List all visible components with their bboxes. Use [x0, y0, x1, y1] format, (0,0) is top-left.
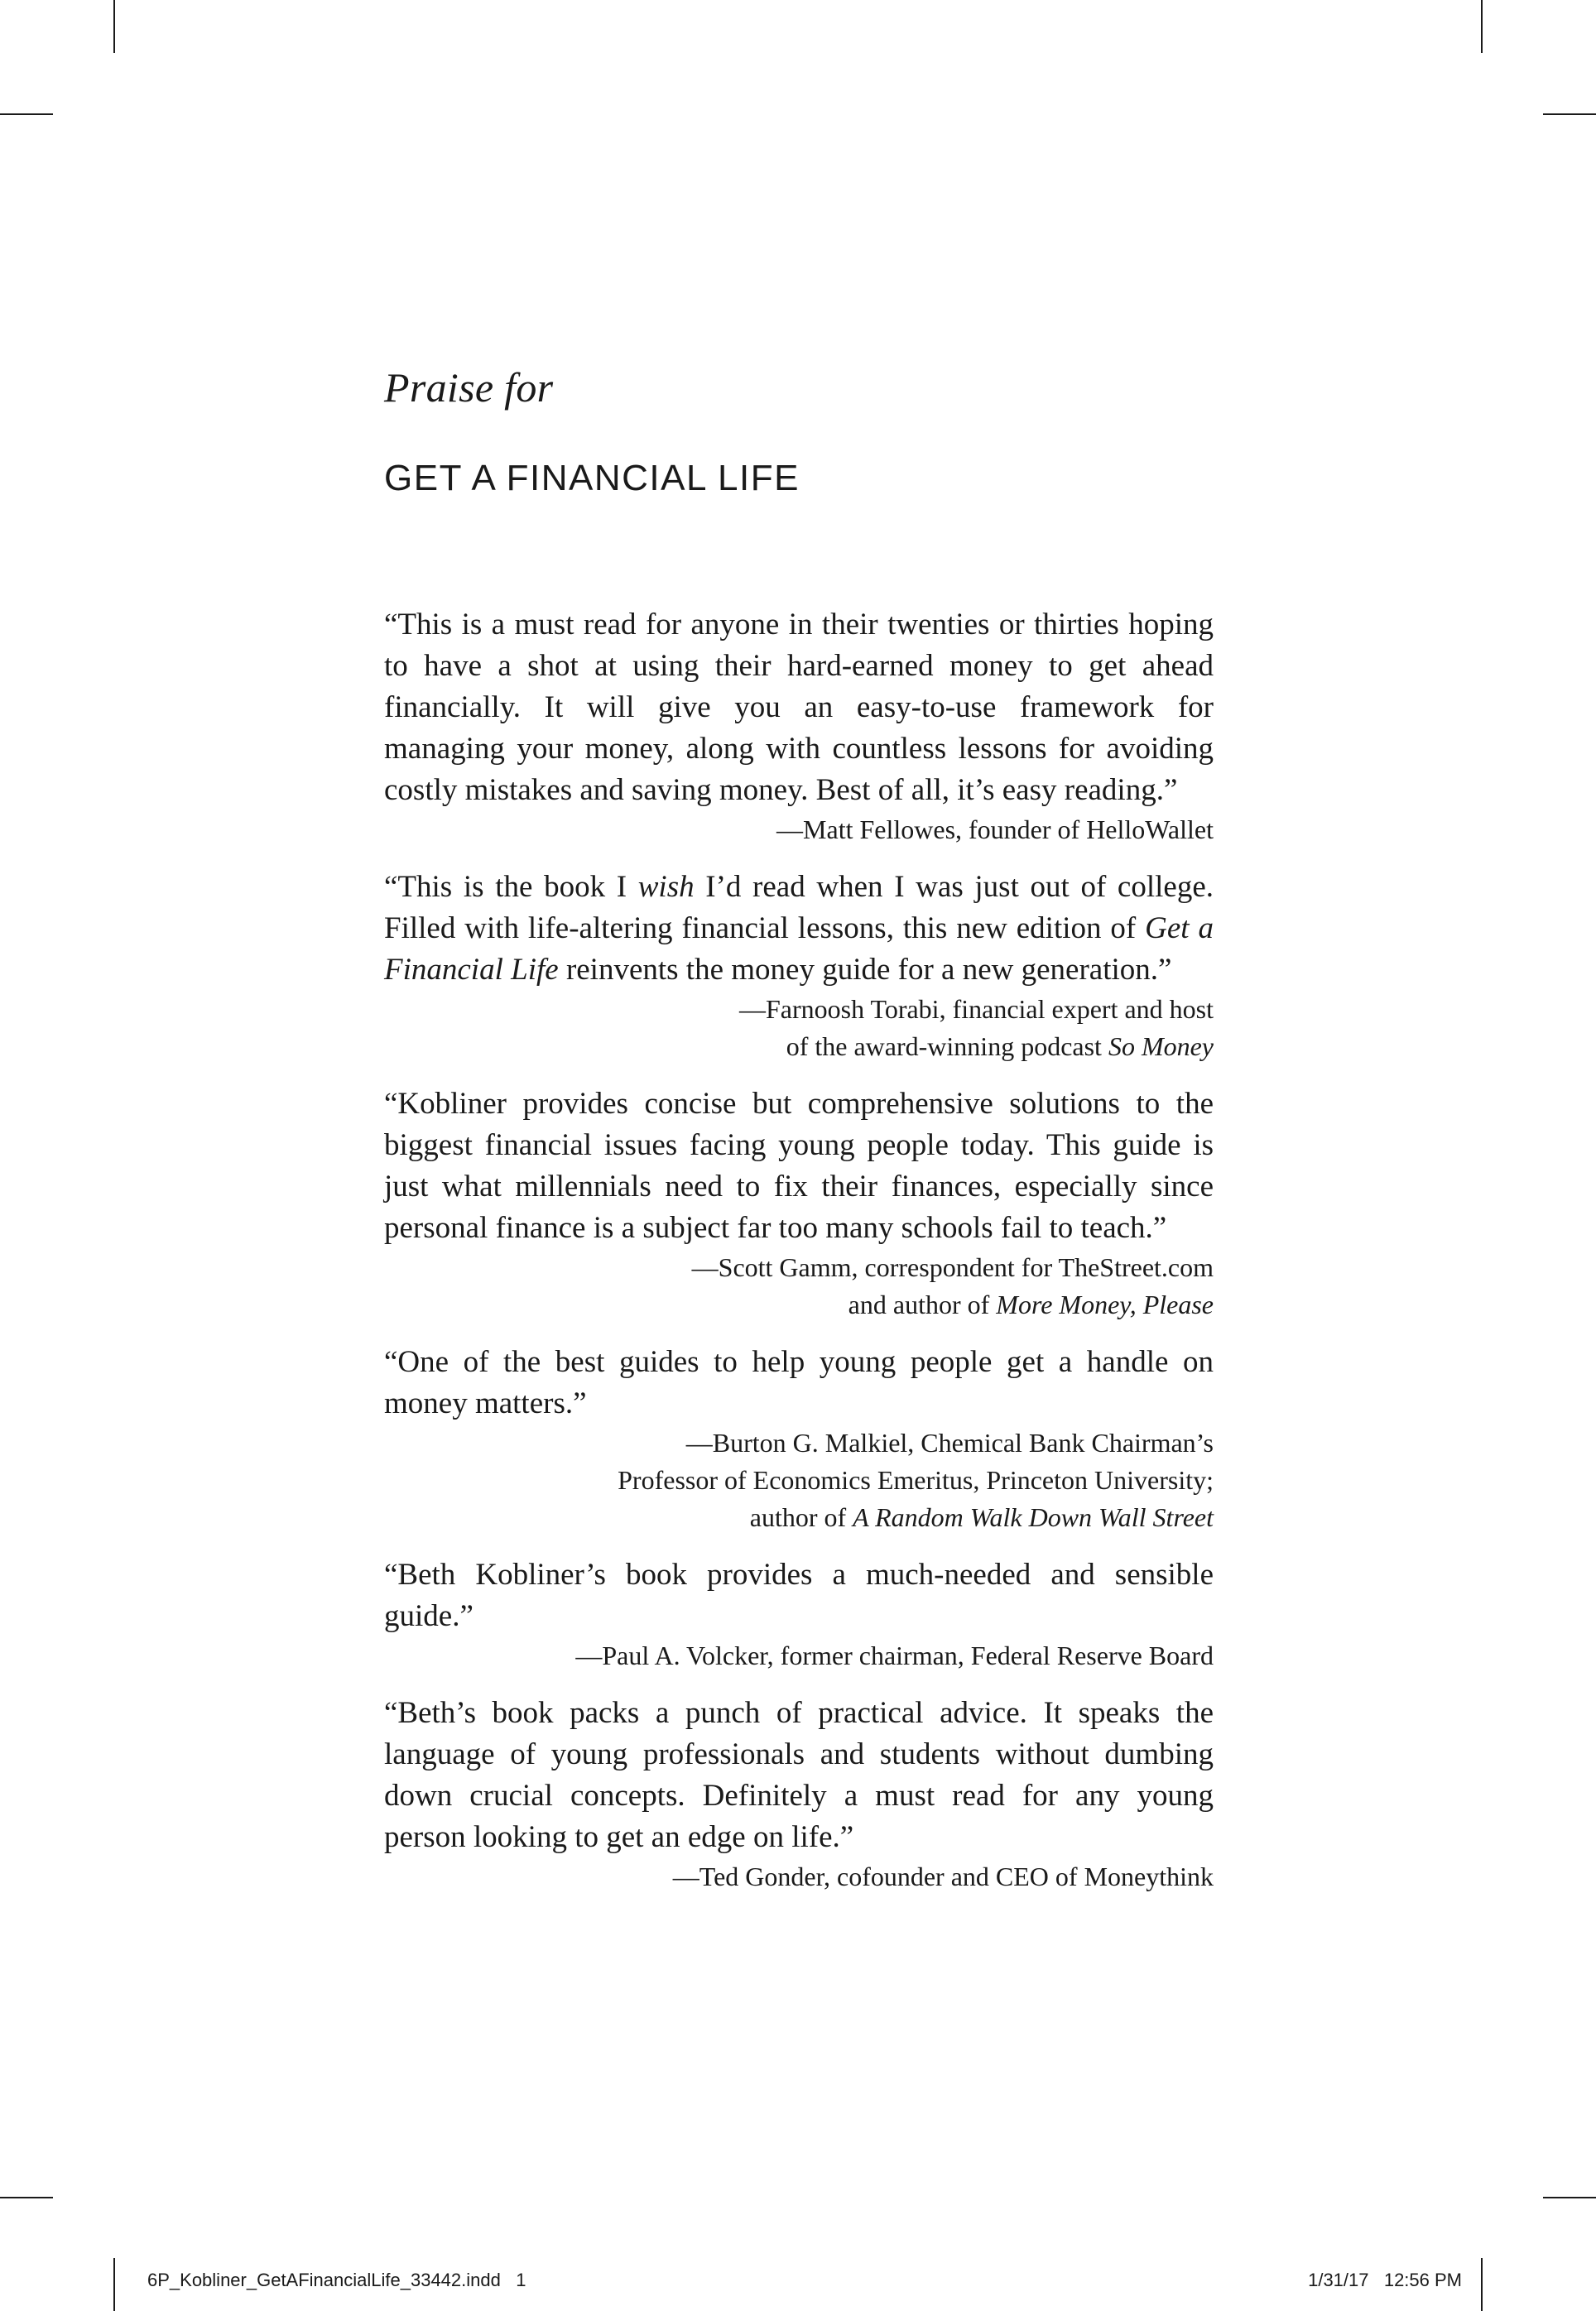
quote-italic-text: wish [637, 870, 695, 904]
attribution-italic-text: More Money, Please [996, 1290, 1214, 1319]
slug-datetime: 1/31/17 12:56 PM [1308, 2270, 1462, 2290]
quote-text-run: “Beth Kobliner’s book provides a much-needed and sensible guide.” [384, 1558, 1214, 1633]
attribution-line [384, 991, 1214, 1028]
praise-quote-block [384, 1693, 1214, 1895]
quote-text [384, 867, 1214, 991]
praise-heading: Praise for [384, 364, 554, 411]
attribution-italic-text: A Random Walk Down Wall Street [853, 1502, 1214, 1532]
crop-mark [0, 113, 53, 115]
attribution-line [384, 1637, 1214, 1674]
attribution-text-run: —Farnoosh Torabi, financial expert and host [738, 994, 1214, 1024]
quote-text [384, 604, 1214, 811]
book-title: GET A FINANCIAL LIFE [384, 458, 800, 498]
praise-quote-block [384, 1083, 1214, 1324]
attribution-line [384, 1028, 1214, 1065]
quotes-list [384, 604, 1214, 1914]
quote-attribution [384, 1637, 1214, 1674]
attribution-line [384, 811, 1214, 848]
quote-text-run: “Beth’s book packs a punch of practical advice. It speaks the language of young professionals and students without dumbing down crucial concepts. Definitely a must read for any young person looking to get an edge on life.” [384, 1696, 1214, 1854]
praise-quote-block [384, 604, 1214, 848]
attribution-text-run: of the award-winning podcast [786, 1031, 1108, 1061]
quote-text-run: “Kobliner provides concise but comprehensive solutions to the biggest financial issues facing young people today. This guide is just what millennials need to fix their finances, especially since personal finance is a subject far too many schools fail to teach.” [384, 1087, 1214, 1245]
quote-text [384, 1342, 1214, 1425]
attribution-line [384, 1499, 1214, 1536]
quote-text [384, 1554, 1214, 1637]
attribution-text-run: —Scott Gamm, correspondent for TheStreet.com [691, 1252, 1214, 1282]
quote-italic-text: Get a Financial Life [384, 911, 1214, 987]
quote-text-run: “One of the best guides to help young people get a handle on money matters.” [384, 1345, 1214, 1420]
attribution-text-run: —Burton G. Malkiel, Chemical Bank Chairman’s [685, 1428, 1214, 1458]
crop-mark [113, 2258, 115, 2311]
attribution-line [384, 1249, 1214, 1286]
crop-mark [1543, 113, 1596, 115]
praise-quote-block [384, 867, 1214, 1065]
attribution-text-run: —Paul A. Volcker, former chairman, Federal Reserve Board [575, 1641, 1214, 1670]
attribution-text-run: author of [749, 1502, 853, 1532]
praise-quote-block [384, 1342, 1214, 1536]
attribution-line [384, 1462, 1214, 1499]
crop-mark [1543, 2197, 1596, 2198]
attribution-italic-text: So Money [1108, 1031, 1214, 1061]
quote-text [384, 1083, 1214, 1249]
quote-attribution [384, 1858, 1214, 1895]
praise-quote-block [384, 1554, 1214, 1674]
quote-attribution [384, 811, 1214, 848]
quote-text-run: reinvents the money guide for a new generation.” [558, 953, 1172, 987]
quote-text-run: “This is the book I [384, 870, 638, 904]
quote-text-run: I’d read when I was just out of college. Filled with life-altering financial lessons, this new edition of [384, 870, 1214, 945]
quote-text [384, 1693, 1214, 1858]
attribution-text-run: Professor of Economics Emeritus, Princeton University; [618, 1465, 1214, 1495]
quote-attribution [384, 991, 1214, 1065]
quote-text-run: “This is a must read for anyone in their twenties or thirties hoping to have a shot at using their hard-earned money to get ahead financially. It will give you an easy-to-use framework for managing your money, along with countless lessons for avoiding costly mistakes and saving money. Best of all, it’s easy reading.” [384, 608, 1214, 807]
crop-mark [0, 2197, 53, 2198]
attribution-line [384, 1286, 1214, 1324]
quote-attribution [384, 1425, 1214, 1536]
attribution-text-run: —Matt Fellowes, founder of HelloWallet [776, 814, 1214, 844]
attribution-text-run: and author of [848, 1290, 997, 1319]
crop-mark [1481, 0, 1483, 53]
slug-filename: 6P_Kobliner_GetAFinancialLife_33442.indd 1 [147, 2270, 526, 2290]
attribution-text-run: —Ted Gonder, cofounder and CEO of Moneythink [672, 1862, 1214, 1891]
attribution-line [384, 1425, 1214, 1462]
crop-mark [113, 0, 115, 53]
crop-mark [1481, 2258, 1483, 2311]
quote-attribution [384, 1249, 1214, 1324]
attribution-line [384, 1858, 1214, 1895]
